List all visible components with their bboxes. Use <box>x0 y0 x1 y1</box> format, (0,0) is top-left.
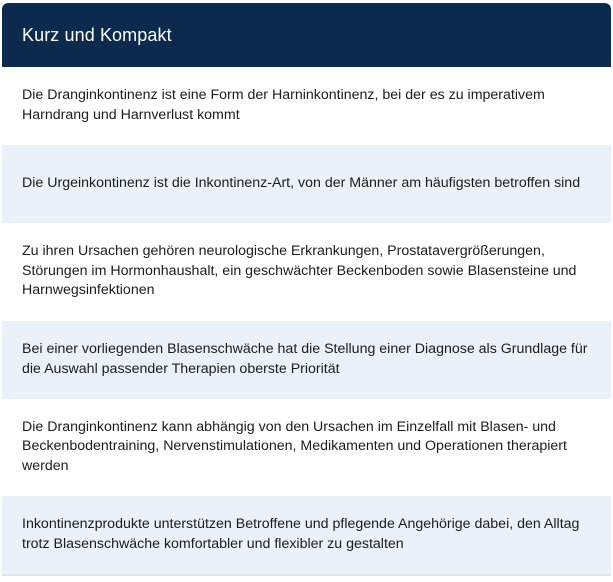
summary-item-text: Die Dranginkontinenz ist eine Form der Harninkontinenz, bei der es zu imperativem Harndrang und Harnverlust kommt <box>22 86 545 123</box>
summary-header <box>2 3 611 67</box>
summary-item <box>2 399 611 496</box>
summary-item <box>2 496 611 574</box>
summary-title: Kurz und Kompakt <box>22 25 172 45</box>
summary-bottom-divider <box>2 574 611 576</box>
summary-item-text: Bei einer vorliegenden Blasenschwäche hat die Stellung einer Diagnose als Grundlage für die Auswahl passender Therapien oberste Priorität <box>22 340 588 377</box>
summary-item-text: Zu ihren Ursachen gehören neurologische Erkrankungen, Prostatavergrößerungen, Störungen im Hormonhaushalt, ein geschwächter Beckenboden sowie Blasensteine und Harnwegsinfektionen <box>22 243 577 299</box>
summary-item <box>2 321 611 399</box>
summary-item <box>2 145 611 223</box>
summary-list <box>2 67 611 574</box>
summary-item-text: Die Dranginkontinenz kann abhängig von den Ursachen im Einzelfall mit Blasen- und Beckenbodentraining, Nervenstimulationen, Medikamenten und Operationen therapiert werden <box>22 418 567 474</box>
summary-box <box>2 3 611 576</box>
summary-item-text: Die Urgeinkontinenz ist die Inkontinenz-Art, von der Männer am häufigsten betroffen sind <box>22 174 581 191</box>
summary-item <box>2 67 611 145</box>
summary-item <box>2 223 611 321</box>
summary-item-text: Inkontinenzprodukte unterstützen Betroffene und pflegende Angehörige dabei, den Alltag trotz Blasenschwäche komfortabler und flexibler zu gestalten <box>22 515 580 552</box>
